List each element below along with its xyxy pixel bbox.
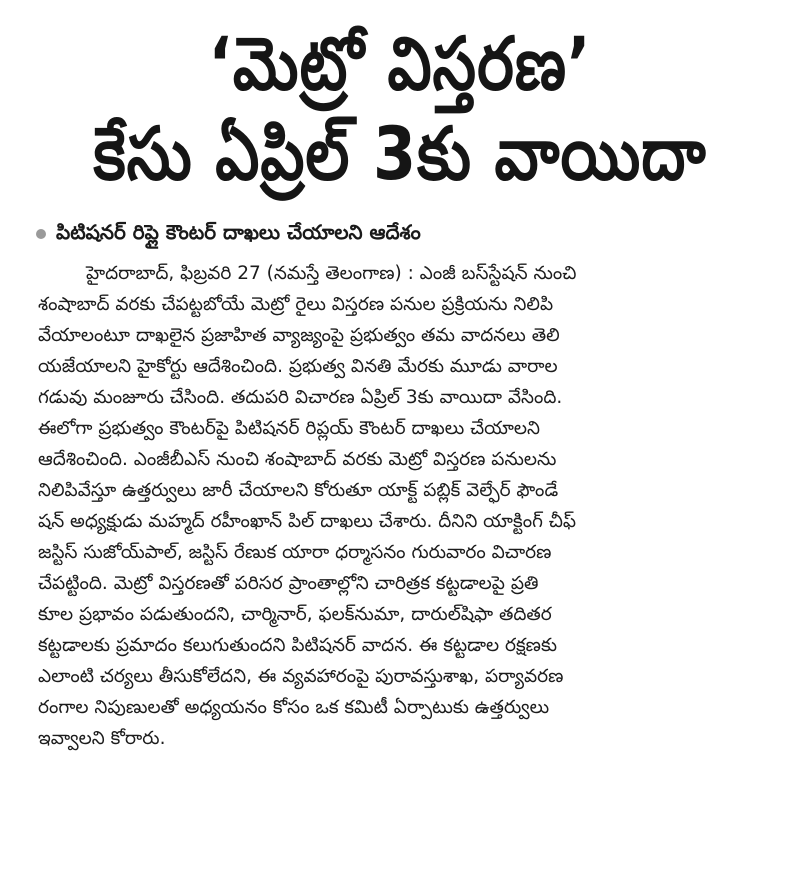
subheadline-text: పిటిషనర్ రిప్లై కౌంటర్ దాఖలు చేయాలని ఆదేశం	[56, 219, 421, 244]
body-line: ఇవ్వాలని కోరారు.	[38, 728, 166, 749]
body-line: నిలిపివేస్తూ ఉత్తర్వులు జారీ చేయాలని కోరుతూ యాక్ట్ పబ్లిక్ వెల్ఫేర్ ఫౌండే	[38, 480, 559, 501]
body-line: యజేయాలని హైకోర్టు ఆదేశించింది. ప్రభుత్వ వినతి మేరకు మూడు వారాల	[38, 356, 558, 377]
body-line: కట్టడాలకు ప్రమాదం కలుగుతుందని పిటిషనర్ వాదన. ఈ కట్టడాల రక్షణకు	[38, 635, 558, 656]
body-line: వేయాలంటూ దాఖలైన ప్రజాహిత వ్యాజ్యంపై ప్రభుత్వం తమ వాదనలు తెలి	[38, 325, 560, 346]
body-line: జస్టిస్ సుజోయ్‌పాల్, జస్టిస్ రేణుక యారా ధర్మాసనం గురువారం విచారణ	[38, 542, 552, 563]
article-body	[38, 258, 778, 754]
headline-line-1: ‘మెట్రో విస్తరణ’	[208, 20, 592, 107]
bullet-dot-icon	[36, 229, 46, 239]
body-line: హైదరాబాద్, ఫిబ్రవరి 27 (నమస్తే తెలంగాణ) : ఎంజీ బస్‌స్టేషన్ నుంచి	[86, 263, 577, 284]
body-line: రంగాల నిపుణులతో అధ్యయనం కోసం ఒక కమిటీ ఏర్పాటుకు ఉత్తర్వులు	[38, 697, 550, 718]
body-line: ఎలాంటి చర్యలు తీసుకోలేదని, ఈ వ్యవహారంపై పురావస్తుశాఖ, పర్యావరణ	[38, 666, 564, 687]
body-line: షన్ అధ్యక్షుడు మహ్మద్ రహీంఖాన్ పిల్ దాఖలు చేశారు. దీనిని యాక్టింగ్ చీఫ్	[38, 511, 577, 532]
body-line: ఈలోగా ప్రభుత్వం కౌంటర్‌పై పిటిషనర్ రిప్లయ్ కౌంటర్ దాఖలు చేయాలని	[38, 418, 541, 439]
body-line: చేపట్టింది. మెట్రో విస్తరణతో పరిసర ప్రాంతాల్లోని చారిత్రక కట్టడాలపై ప్రతి	[38, 573, 539, 594]
body-line: కూల ప్రభావం పడుతుందని, చార్మినార్, ఫలక్‌నుమా, దారుల్‌షిఫా తదితర	[38, 604, 552, 625]
body-line: గడువు మంజూరు చేసింది. తదుపరి విచారణ ఏప్రిల్ 3కు వాయిదా వేసింది.	[38, 387, 563, 408]
body-line: ఆదేశించింది. ఎంజీబీఎస్ నుంచి శంషాబాద్ వరకు మెట్రో విస్తరణ పనులను	[38, 449, 557, 470]
body-line: శంషాబాద్ వరకు చేపట్టబోయే మెట్రో రైలు విస్తరణ పనుల ప్రక్రియను నిలిపి	[38, 294, 554, 315]
headline-line-2: కేసు ఏప్రిల్ 3కు వాయిదా	[93, 110, 707, 197]
subheadline	[36, 218, 776, 250]
